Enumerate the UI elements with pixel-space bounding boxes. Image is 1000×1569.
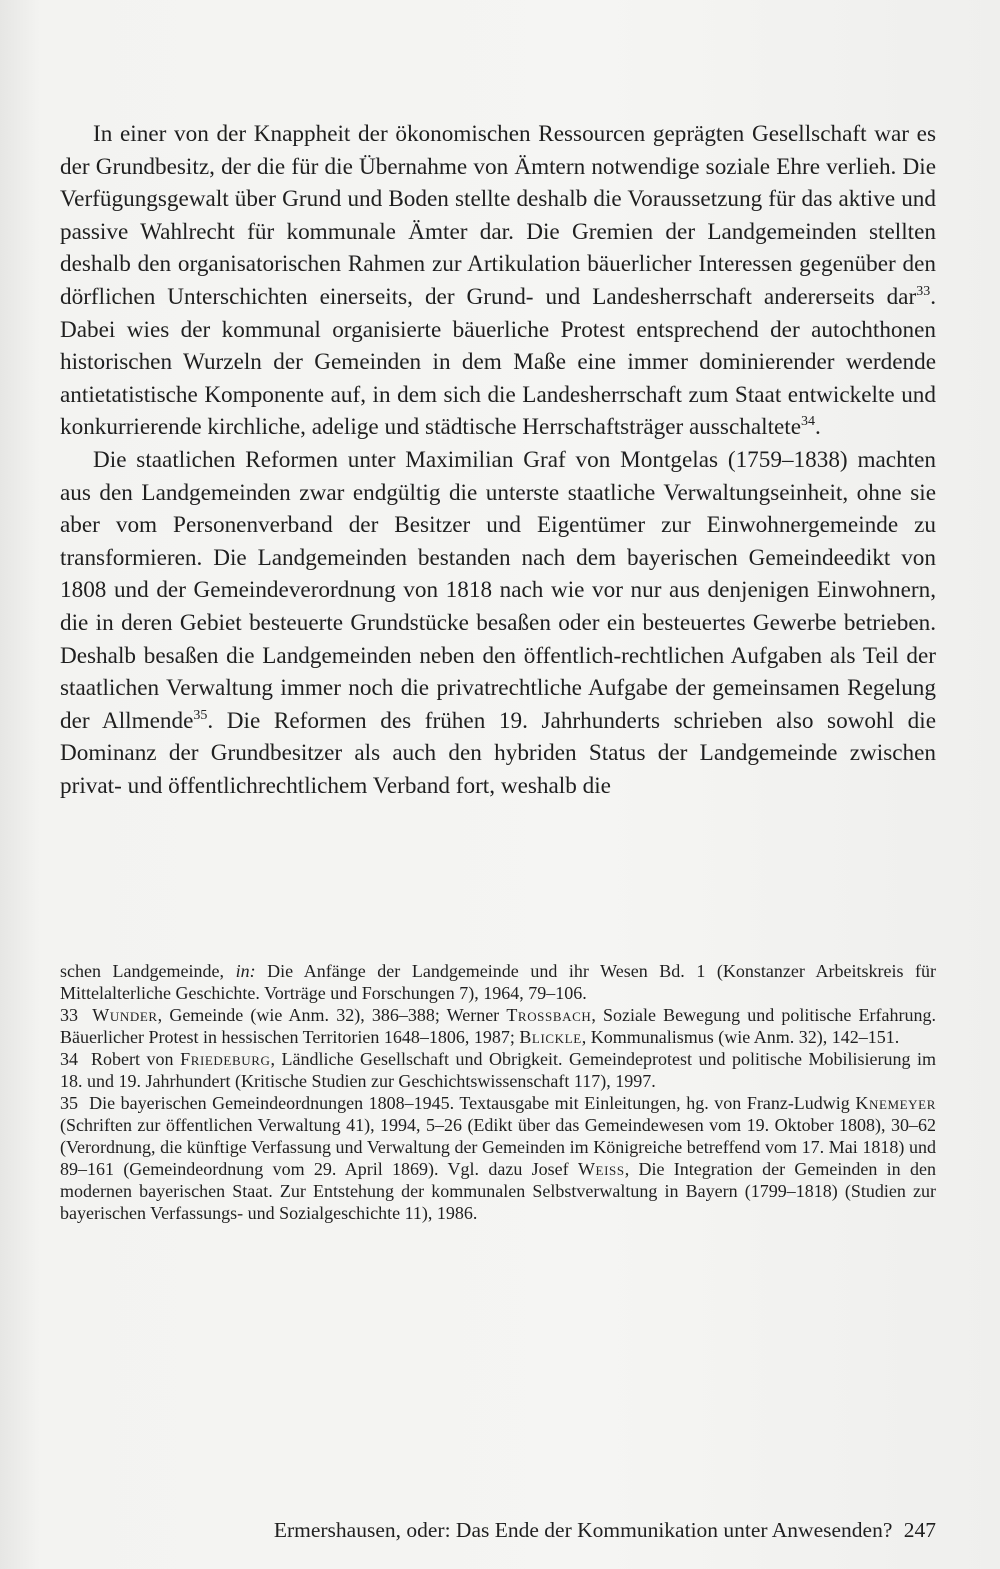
author-wunder: Wunder (92, 1005, 158, 1025)
paragraph-2-text-b: . Die Reformen des frühen 19. Jahrhunderts schrieben also sowohl die Dominanz der Grundbesitzer als auch den hybriden Status der Landgemeinde zwischen privat- und öffentlichrechtlichem Verband fort, weshalb die (60, 707, 937, 799)
footnote-33 (60, 1004, 936, 1048)
footnote-35-text-a: Die bayerischen Gemeindeordnungen 1808–1945. Textausgabe mit Einleitungen, hg. von Franz-Ludwig (89, 1093, 856, 1113)
paragraph-2 (60, 444, 936, 803)
footnote-34-text: , Ländliche Gesellschaft und Obrigkeit. Gemeindeprotest und politische Mobilisierung im 18. und 19. Jahrhundert (Kritische Studien zur Geschichtswissenschaft 117), 1997. (60, 1049, 937, 1091)
page-footer (60, 1516, 936, 1544)
author-trossbach: Trossbach (506, 1005, 592, 1025)
footnote-35-text-b: (Schriften zur öffentlichen Verwaltung 41), 1994, 5–26 (Edikt über das Gemeindewesen vom 19. Oktober 1808), 30–62 (Verordnung, die künftige Verfassung und Verwaltung der Gemeinden im Königreiche betreffend vom 17. Mai 1818) und 89–161 (Gemeindeordnung vom 29. April 1869). Vgl. dazu Josef (60, 1115, 936, 1179)
footnote-34-prefix: Robert von (91, 1049, 181, 1069)
main-text (60, 118, 936, 802)
footnote-cont-text-b: Die Anfänge der Landgemeinde und ihr Wesen Bd. 1 (Konstanzer Arbeitskreis für Mittelalterliche Geschichte. Vorträge und Forschungen 7), 1964, 79–106. (60, 961, 937, 1003)
footnote-number-33: 33 (60, 1005, 78, 1025)
paragraph-1-text-a: In einer von der Knappheit der ökonomischen Ressourcen geprägten Gesellschaft war es der Grundbesitz, der die für die Übernahme von Ämtern notwendige soziale Ehre verlieh. Die Verfügungsgewalt über Grund und Boden stellte deshalb die Voraussetzung für das aktive und passive Wahlrecht für kommunale Ämter dar. Die Gremien der Landgemeinden stellten deshalb den organisatorischen Rahmen zur Artikulation bäuerlicher Interessen gegenüber den dörflichen Unterschichten einerseits, der Grund- und Landesherrschaft andererseits dar (60, 121, 936, 310)
running-title: Ermershausen, oder: Das Ende der Kommunikation unter Anwesenden? (273, 1518, 893, 1542)
footnote-cont-text-a: schen Landgemeinde, (60, 961, 236, 981)
footnote-35 (60, 1092, 936, 1224)
paragraph-2-text-a: Die staatlichen Reformen unter Maximilian Graf von Montgelas (1759–1838) machten aus den Landgemeinden zwar endgültig die unterste staatliche Verwaltungseinheit, ohne sie aber vom Personenverband der Besitzer und Eigentümer zur Einwohnergemeinde zu transformieren. Die Landgemeinden bestanden nach dem bayerischen Gemeindeedikt von 1808 und der Gemeindeverordnung von 1818 nach wie vor nur aus denjenigen Einwohnern, die in deren Gebiet besteuerte Grundstücke besaßen oder ein besteuertes Gewerbe betrieben. Deshalb besaßen die Landgemeinden neben den öffentlich-rechtlichen Aufgaben als Teil der staatlichen Verwaltung immer noch die privatrechtliche Aufgabe der gemeinsamen Regelung der Allmende (60, 446, 936, 734)
author-weiss: Weiss (577, 1159, 625, 1179)
author-blickle: Blickle (519, 1027, 582, 1047)
author-friedeburg: Friedeburg (180, 1049, 271, 1069)
paragraph-1 (60, 118, 936, 444)
footnote-ref-34[interactable]: 34 (801, 414, 816, 430)
footnote-33-text-c: , Kommunalismus (wie Anm. 32), 142–151. (581, 1027, 900, 1047)
footnote-33-text-a: , Gemeinde (wie Anm. 32), 386–388; Werner (157, 1005, 507, 1025)
footnote-number-35: 35 (60, 1093, 78, 1113)
footnote-ref-35[interactable]: 35 (193, 707, 208, 723)
footnote-cont-in: in: (235, 961, 256, 981)
footnote-number-34: 34 (60, 1049, 78, 1069)
footnotes (60, 960, 936, 1224)
footnote-continuation (60, 960, 936, 1004)
footnote-34 (60, 1048, 936, 1092)
author-knemeyer: Knemeyer (855, 1093, 936, 1113)
page-number: 247 (903, 1518, 936, 1542)
paragraph-1-text-b: . Dabei wies der kommunal organisierte bäuerliche Protest entsprechend der autochthonen historischen Wurzeln der Gemeinden in dem Maße eine immer dominierender werdende antietatistische Komponente auf, in dem sich die Landesherrschaft zum Staat entwickelte und konkurrierende kirchliche, adelige und städtische Herrschaftsträger ausschaltete (60, 283, 936, 441)
paragraph-1-text-c: . (815, 414, 821, 441)
footnote-ref-33[interactable]: 33 (916, 283, 931, 299)
footnote-33-text-b: , Soziale Bewegung und politische Erfahrung. Bäuerlicher Protest in hessischen Territorien 1648–1806, 1987; (60, 1005, 937, 1047)
footnote-35-text-c: , Die Integration der Gemeinden in den modernen bayerischen Staat. Zur Entstehung der kommunalen Selbstverwaltung in Bayern (1799–1818) (Studien zur bayerischen Verfassungs- und Sozialgeschichte 11), 1986. (60, 1159, 936, 1223)
